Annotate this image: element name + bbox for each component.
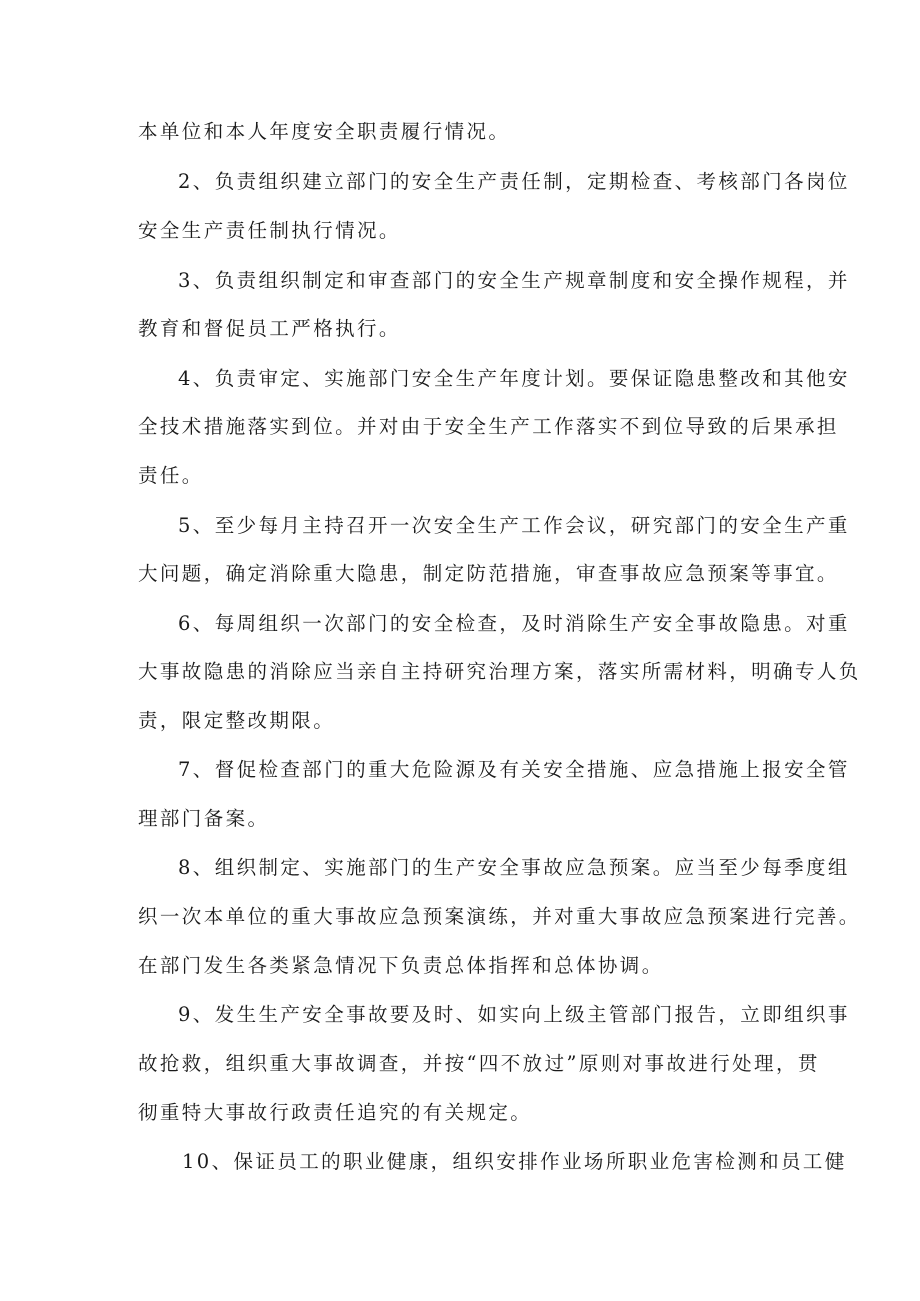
text-line: 10、保证员工的职业健康，组织安排作业场所职业危害检测和员工健 [182, 1150, 847, 1173]
text-line: 8、组织制定、实施部门的生产安全事故应急预案。应当至少每季度组 [178, 856, 850, 879]
text-line: 故抢救，组织重大事故调查，并按“四不放过”原则对事故进行处理，贯 [138, 1052, 820, 1075]
text-line: 5、至少每月主持召开一次安全生产工作会议，研究部门的安全生产重 [178, 514, 850, 537]
text-line: 安全生产责任制执行情况。 [138, 219, 401, 242]
text-line: 9、发生生产安全事故要及时、如实向上级主管部门报告，立即组织事 [178, 1003, 850, 1026]
text-line: 7、督促检查部门的重大危险源及有关安全措施、应急措施上报安全管 [178, 758, 850, 781]
text-line: 全技术措施落实到位。并对由于安全生产工作落实不到位导致的后果承担 [138, 415, 839, 438]
text-line: 2、负责组织建立部门的安全生产责任制，定期检查、考核部门各岗位 [178, 170, 850, 193]
text-line: 6、每周组织一次部门的安全检查，及时消除生产安全事故隐患。对重 [178, 612, 850, 635]
text-line: 彻重特大事故行政责任追究的有关规定。 [138, 1101, 533, 1124]
text-line: 4、负责审定、实施部门安全生产年度计划。要保证隐患整改和其他安 [178, 367, 850, 390]
text-line: 教育和督促员工严格执行。 [138, 317, 401, 340]
text-line: 3、负责组织制定和审查部门的安全生产规章制度和安全操作规程，并 [178, 269, 850, 292]
text-line: 织一次本单位的重大事故应急预案演练，并对重大事故应急预案进行完善。 [138, 905, 861, 928]
text-line: 责，限定整改期限。 [138, 709, 336, 732]
text-line: 大问题，确定消除重大隐患，制定防范措施，审查事故应急预案等事宜。 [138, 562, 839, 585]
text-line: 大事故隐患的消除应当亲自主持研究治理方案，落实所需材料，明确专人负 [138, 660, 861, 683]
text-line: 在部门发生各类紧急情况下负责总体指挥和总体协调。 [138, 954, 664, 977]
text-line: 责任。 [138, 464, 204, 487]
text-line: 本单位和本人年度安全职责履行情况。 [138, 120, 511, 143]
text-line: 理部门备案。 [138, 807, 270, 830]
